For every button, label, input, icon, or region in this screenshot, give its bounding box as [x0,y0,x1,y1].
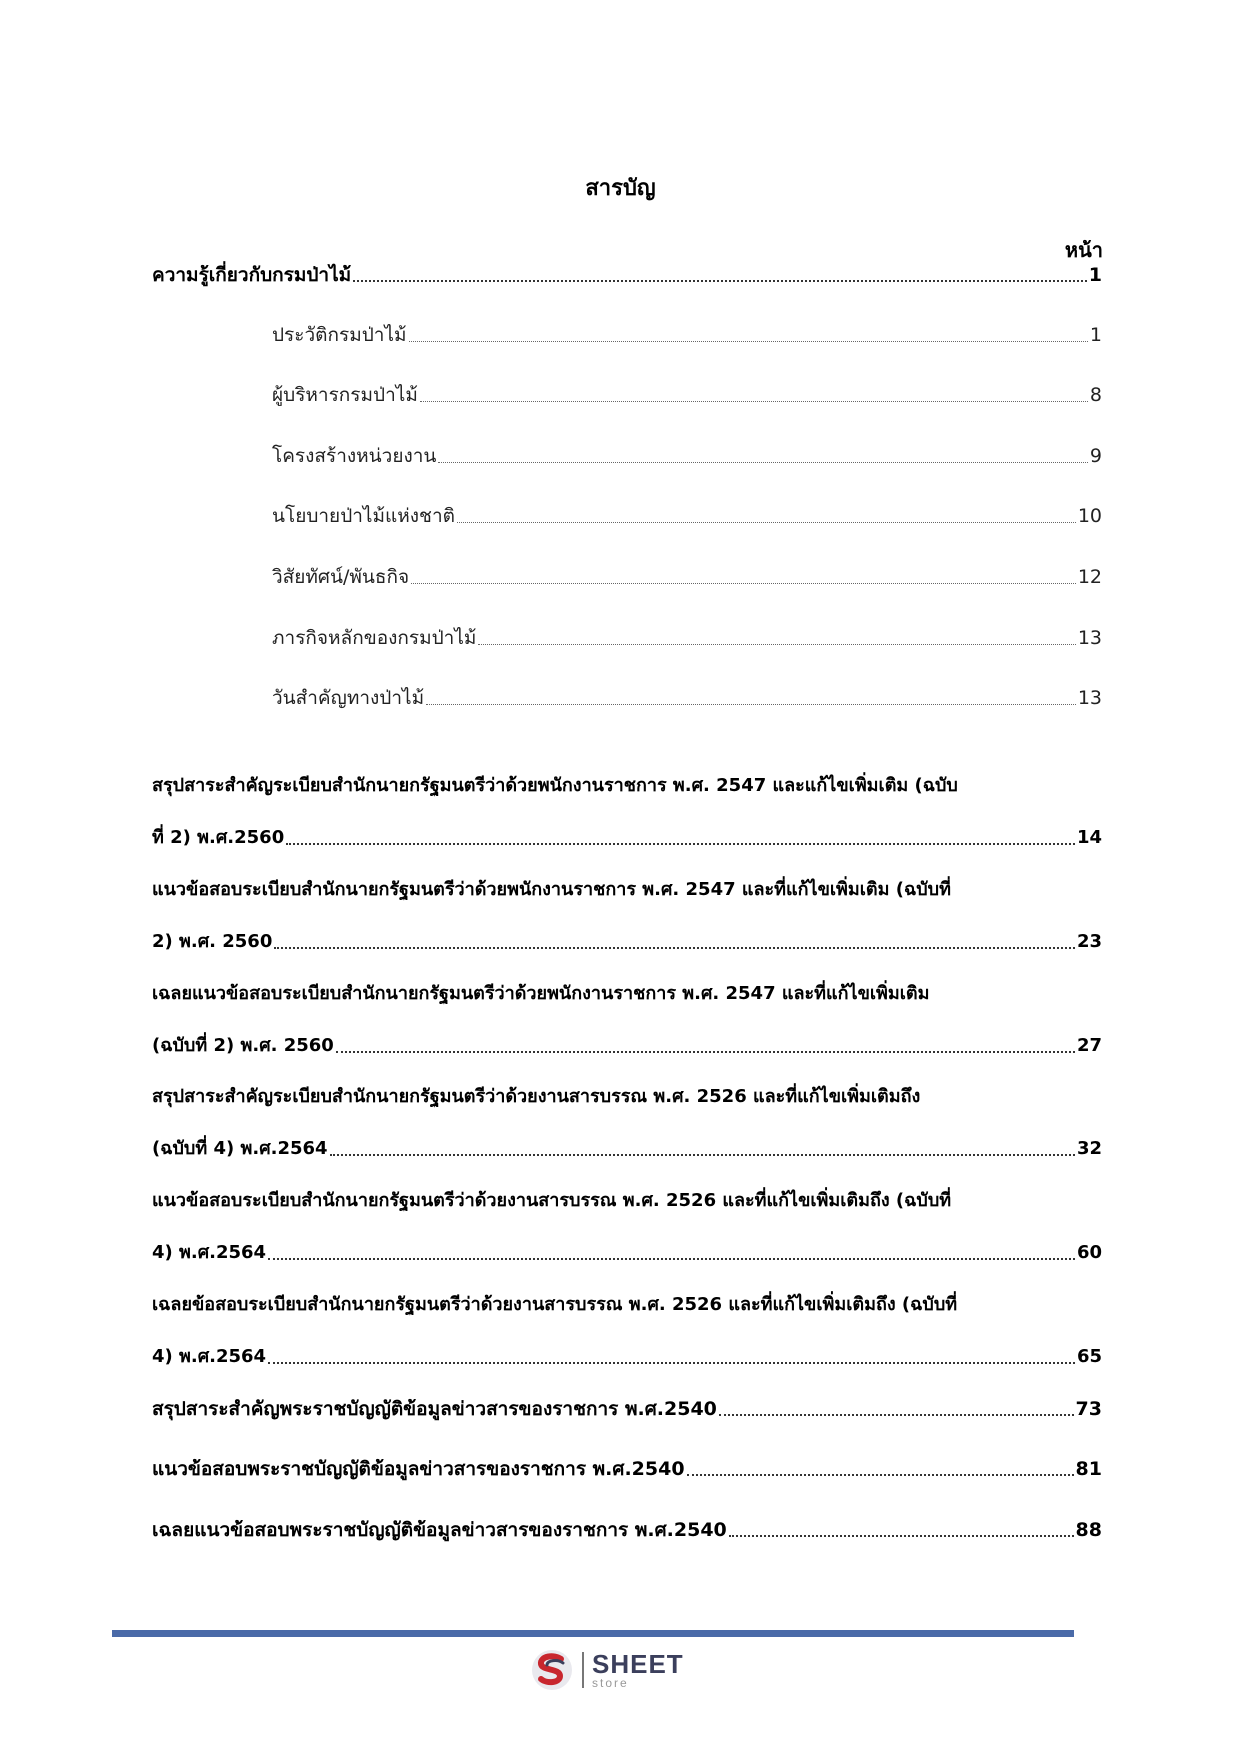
leader-dots [687,1473,1074,1476]
toc-entry[interactable] [272,443,1102,469]
leader-dots [478,643,1075,645]
toc-entry-text-line1: สรุปสาระสำคัญระเบียบสำนักนายกรัฐมนตรีว่าด้วยพนักงานราชการ พ.ศ. 2547 และแก้ไขเพิ่มเติม (ฉบับ [152,775,958,796]
toc-entry-text: วิสัยทัศน์/พันธกิจ [272,566,410,588]
toc-entry-page: 88 [1075,1519,1102,1541]
toc-title: สารบัญ [585,176,656,201]
leader-dots [719,1413,1074,1416]
leader-dots [286,842,1075,845]
leader-dots [353,279,1087,282]
toc-entry-text: 4) พ.ศ.2564 [152,1242,267,1263]
leader-dots [409,340,1088,342]
toc-entry[interactable] [272,382,1102,408]
leader-dots [426,703,1076,705]
toc-entry-text: แนวข้อสอบพระราชบัญญัติข้อมูลข่าวสารของราชการ พ.ศ.2540 [152,1458,685,1480]
logo-separator [582,1652,584,1688]
leader-dots [420,400,1088,402]
footer-rule [112,1630,1074,1637]
toc-entry-text: ภารกิจหลักของกรมป่าไม้ [272,627,477,649]
toc-entry[interactable] [152,1517,1102,1543]
toc-entry[interactable] [152,1396,1102,1422]
toc-entry-text: โครงสร้างหน่วยงาน [272,445,437,467]
toc-entry[interactable] [272,685,1102,711]
toc-entry[interactable] [152,1456,1102,1482]
toc-entry-page: 1 [1088,264,1102,286]
toc-entry-page: 23 [1076,931,1102,952]
toc-entry-text-line1: เฉลยแนวข้อสอบระเบียบสำนักนายกรัฐมนตรีว่าด้วยพนักงานราชการ พ.ศ. 2547 และที่แก้ไขเพิ่มเติม [152,983,930,1004]
toc-entry[interactable] [152,1292,1102,1370]
toc-entry-page: 27 [1076,1035,1102,1056]
toc-entry-page: 8 [1089,384,1102,406]
toc-entry-page: 81 [1075,1458,1102,1480]
toc-entry-page: 14 [1076,827,1102,848]
toc-entry-page: 65 [1076,1346,1102,1367]
leader-dots [330,1153,1075,1156]
toc-entry-text: สรุปสาระสำคัญพระราชบัญญัติข้อมูลข่าวสารของราชการ พ.ศ.2540 [152,1398,717,1420]
leader-dots [729,1534,1074,1537]
toc-entry-text-line1: เฉลยข้อสอบระเบียบสำนักนายกรัฐมนตรีว่าด้วยงานสารบรรณ พ.ศ. 2526 และที่แก้ไขเพิ่มเติมถึง (ฉบับที่ [152,1294,958,1315]
toc-entry-text-line1: แนวข้อสอบระเบียบสำนักนายกรัฐมนตรีว่าด้วยงานสารบรรณ พ.ศ. 2526 และที่แก้ไขเพิ่มเติมถึง (ฉบับที่ [152,1190,952,1211]
toc-entry-page: 73 [1075,1398,1102,1420]
toc-entry[interactable] [152,981,1102,1059]
toc-entry-text: ความรู้เกี่ยวกับกรมป่าไม้ [152,264,352,286]
sheet-store-logo [530,1648,684,1692]
leader-dots [438,461,1088,463]
toc-entry[interactable] [152,773,1102,851]
sheet-store-s-icon [530,1648,574,1692]
leader-dots [268,1361,1075,1364]
brand-subtitle: store [592,1676,629,1690]
toc-entry-text-line1: แนวข้อสอบระเบียบสำนักนายกรัฐมนตรีว่าด้วยพนักงานราชการ พ.ศ. 2547 และที่แก้ไขเพิ่มเติม (ฉบับที่ [152,879,951,900]
toc-entry-text: ที่ 2) พ.ศ.2560 [152,827,285,848]
toc-entry[interactable] [152,877,1102,955]
leader-dots [268,1257,1075,1260]
leader-dots [457,521,1076,523]
toc-entry-text: วันสำคัญทางป่าไม้ [272,687,425,709]
toc-entry-page: 1 [1089,324,1102,346]
brand-name: SHEET [592,1649,684,1679]
leader-dots [411,582,1076,584]
toc-entry-page: 12 [1077,566,1102,588]
toc-entry[interactable] [152,1188,1102,1266]
toc-entry-text-line1: สรุปสาระสำคัญระเบียบสำนักนายกรัฐมนตรีว่าด้วยงานสารบรรณ พ.ศ. 2526 และที่แก้ไขเพิ่มเติมถึง [152,1086,921,1107]
toc-entry-page: 60 [1076,1242,1102,1263]
leader-dots [274,946,1075,949]
toc-entry-text: นโยบายป่าไม้แห่งชาติ [272,505,455,527]
toc-entry-text: 4) พ.ศ.2564 [152,1346,267,1367]
leader-dots [336,1050,1075,1053]
toc-entry-text: ประวัติกรมป่าไม้ [272,324,407,346]
toc-entry-text: ผู้บริหารกรมป่าไม้ [272,384,418,406]
toc-entry[interactable] [272,625,1102,651]
toc-entry-text: เฉลยแนวข้อสอบพระราชบัญญัติข้อมูลข่าวสารของราชการ พ.ศ.2540 [152,1519,727,1541]
page-column-header: หน้า [1064,238,1103,262]
toc-entry-page: 9 [1089,445,1102,467]
toc-entry[interactable] [272,503,1102,529]
toc-entry[interactable] [272,322,1102,348]
toc-entry-page: 13 [1077,687,1102,709]
toc-entry-page: 13 [1077,627,1102,649]
toc-entry[interactable] [152,1084,1102,1162]
toc-entry-text: (ฉบับที่ 4) พ.ศ.2564 [152,1138,328,1159]
toc-entry-text: (ฉบับที่ 2) พ.ศ. 2560 [152,1035,334,1056]
toc-entry-page: 32 [1076,1138,1102,1159]
toc-entry[interactable] [152,262,1102,288]
toc-entry-page: 10 [1077,505,1102,527]
toc-entry[interactable] [272,564,1102,590]
toc-entry-text: 2) พ.ศ. 2560 [152,931,273,952]
